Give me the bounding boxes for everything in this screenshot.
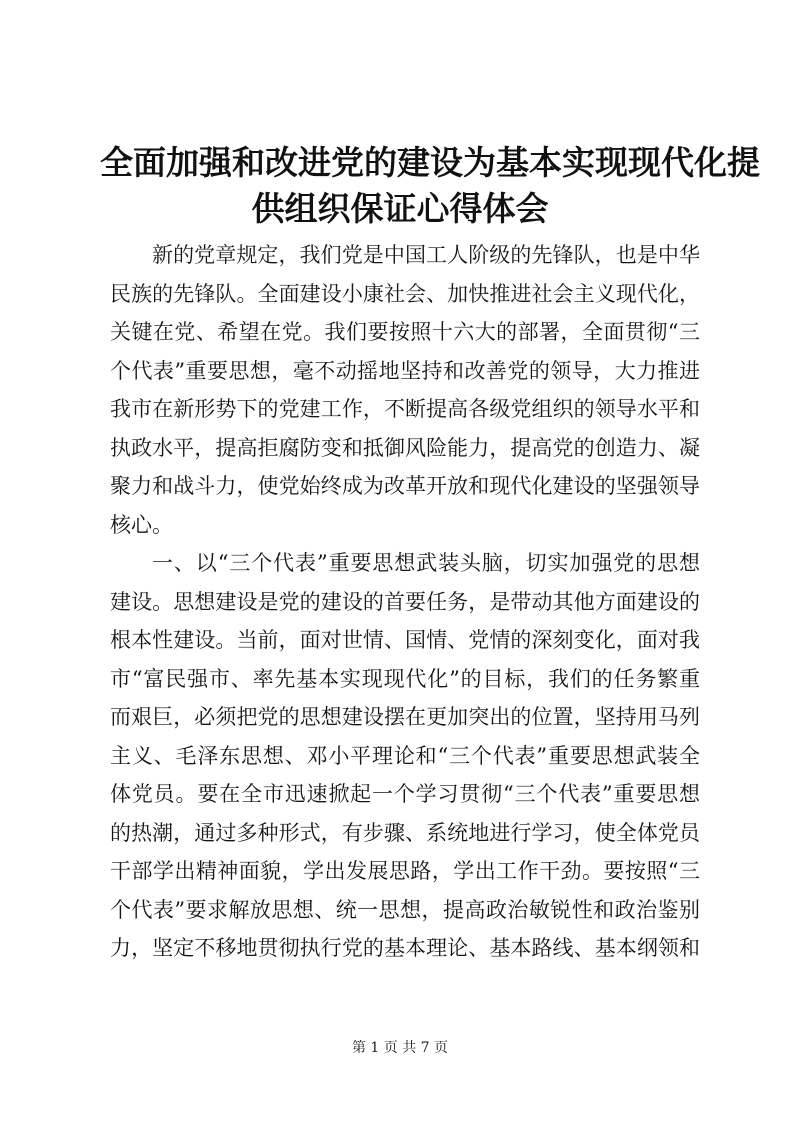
paragraph-2-line: 的热潮，通过多种形式，有步骤、系统地进行学习，使全体党员: [110, 820, 700, 845]
paragraph-1-line: 新的党章规定，我们党是中国工人阶级的先锋队，也是中华: [152, 243, 700, 267]
title-line-2: 供组织保证心得体会: [251, 189, 549, 228]
paragraph-2-line: 一、以“三个代表”重要思想武装头脑，切实加强党的思想: [152, 551, 700, 575]
paragraph-2-line: 而艰巨，必须把党的思想建设摆在更加突出的位置，坚持用马列: [110, 705, 700, 729]
paragraph-1-line: 聚力和战斗力，使党始终成为改革开放和现代化建设的坚强领导: [110, 474, 700, 498]
paragraph-2-line: 干部学出精神面貌，学出发展思路，学出工作干劲。要按照“三: [110, 859, 700, 883]
paragraph-1-line: 执政水平，提高拒腐防变和抵御风险能力，提高党的创造力、凝: [110, 435, 700, 460]
paragraph-2-line: 主义、毛泽东思想、邓小平理论和“三个代表”重要思想武装全: [110, 743, 700, 768]
paragraph-2-line: 力，坚定不移地贯彻执行党的基本理论、基本路线、基本纲领和: [110, 936, 700, 960]
paragraph-1-line: 关键在党、希望在党。我们要按照十六大的部署，全面贯彻“三: [110, 320, 700, 344]
title-line-1: 全面加强和改进党的建设为基本实现现代化提: [100, 143, 760, 182]
paragraph-2-line: 市“富民强市、率先基本实现现代化”的目标，我们的任务繁重: [110, 666, 700, 691]
paragraph-2-line: 个代表”要求解放思想、统一思想，提高政治敏锐性和政治鉴别: [110, 897, 700, 922]
paragraph-2-line: 根本性建设。当前，面对世情、国情、党情的深刻变化，面对我: [110, 628, 700, 652]
page-footer: 第 1 页 共 7 页: [351, 1040, 449, 1056]
paragraph-1-line: 我市在新形势下的党建工作，不断提高各级党组织的领导水平和: [110, 397, 700, 421]
paragraph-1-line: 民族的先锋队。全面建设小康社会、加快推进社会主义现代化，: [110, 281, 700, 306]
paragraph-2-line: 建设。思想建设是党的建设的首要任务，是带动其他方面建设的: [110, 589, 700, 614]
document-body: [110, 236, 700, 968]
paragraph-1-line: 核心。: [110, 512, 173, 537]
paragraph-2-line: 体党员。要在全市迅速掀起一个学习贯彻“三个代表”重要思想: [110, 782, 700, 806]
document-title: [100, 140, 760, 232]
paragraph-1-line: 个代表”重要思想，毫不动摇地坚持和改善党的领导，大力推进: [110, 358, 700, 383]
